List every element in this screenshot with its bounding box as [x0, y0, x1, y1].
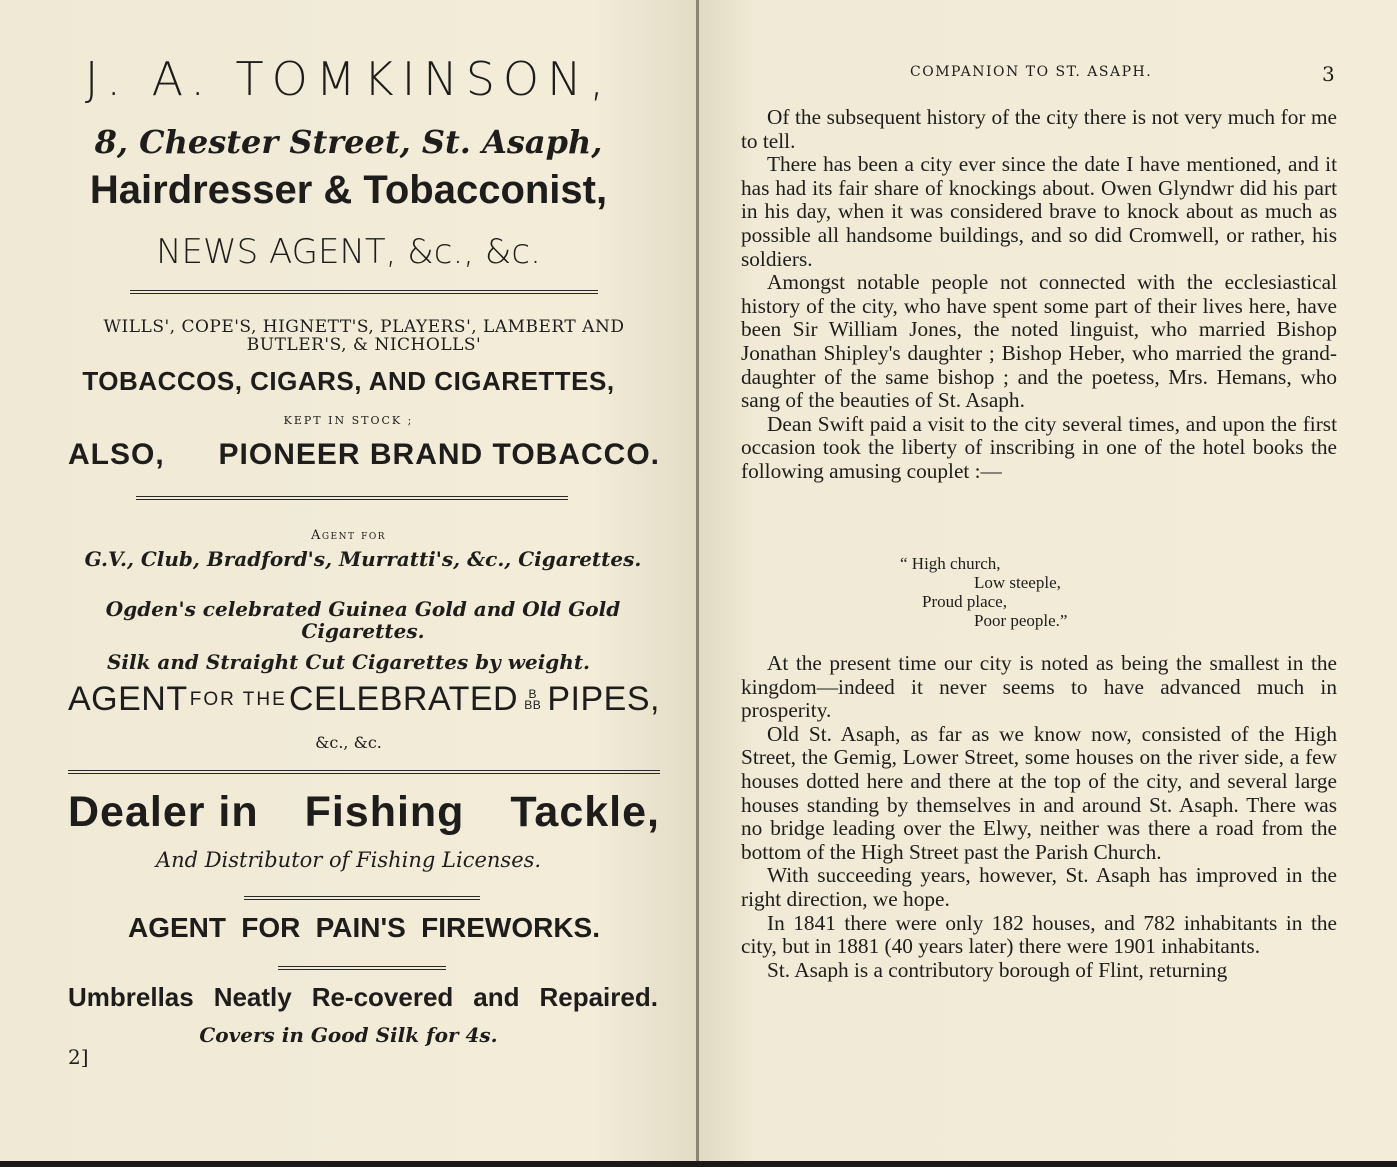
- advert-umbrellas-word: Repaired.: [539, 982, 658, 1012]
- advert-news-agent: NEWS AGENT, &c., &c.: [156, 232, 541, 272]
- advert-umbrellas-word: Neatly: [213, 982, 292, 1012]
- advert-fireworks-word: PAIN'S: [315, 912, 406, 943]
- page-number-right: 3: [1322, 62, 1335, 86]
- advert-umbrellas: [68, 982, 658, 1013]
- advert-tackle: Tackle,: [510, 788, 660, 836]
- advert-trade: Hairdresser & Tobacconist,: [89, 168, 608, 212]
- body-text-top: [741, 106, 1337, 484]
- advert-silk-cigarettes: Silk and Straight Cut Cigarettes by weight.: [106, 650, 591, 674]
- paragraph: With succeeding years, however, St. Asaph has improved in the right direction, we hope.: [741, 863, 1337, 911]
- advert-agent-pipes: [68, 680, 660, 719]
- paragraph: In 1841 there were only 182 houses, and 782 inhabitants in the city, but in 1881 (40 years later) there were 1901 inhabitants.: [741, 910, 1337, 959]
- advert-tobaccos: TOBACCOS, CIGARS, AND CIGARETTES,: [82, 366, 615, 396]
- advert-umbrellas-word: Umbrellas: [68, 982, 194, 1012]
- advert-umbrellas-word: Re-covered: [311, 982, 454, 1012]
- advert-address: 8, Chester Street, St. Asaph,: [94, 123, 603, 161]
- bbb-logo: [524, 686, 542, 712]
- divider-rule: [130, 290, 598, 294]
- paragraph: Amongst notable people not connected with the ecclesiastical history of the city, who have spent some part of their lives here, have been Sir William Jones, the noted linguist, who married Bishop Jonathan Shipley's daughter ; Bishop Heber, who married the grand-daughter of the same bishop ; and the poetess, Mrs. Hemans, who sang of the beauties of St. Asaph.: [741, 270, 1337, 413]
- paragraph: Dean Swift paid a visit to the city several times, and upon the first occasion took the liberty of inscribing in one of the hotel books the following amusing couplet :—: [741, 411, 1337, 483]
- paragraph: At the present time our city is noted as being the smallest in the kingdom—indeed it never seems to have advanced much in prosperity.: [741, 651, 1337, 723]
- advert-fishing: Fishing: [304, 788, 465, 836]
- advert-fishing-tackle: [68, 788, 660, 837]
- running-head: COMPANION TO ST. ASAPH.: [910, 64, 1153, 80]
- divider-rule: [278, 966, 446, 970]
- advert-covers: Covers in Good Silk for 4s.: [199, 1023, 498, 1047]
- paragraph: There has been a city ever since the date I have mentioned, and it has had its fair share of knockings about. Owen Glyndwr did his part in his day, when it was considered brave to knock about as much as possible all handsome buildings, and so did Cromwell, or rather, his soldiers.: [741, 152, 1337, 271]
- advert-fireworks-word: FIREWORKS.: [421, 912, 600, 943]
- advert-ogden-cigarettes: Ogden's celebrated Guinea Gold and Old Gold Cigarettes.: [105, 597, 621, 643]
- divider-rule: [244, 896, 480, 900]
- divider-rule: [68, 770, 660, 774]
- body-text-bottom: [741, 652, 1337, 982]
- left-page: [0, 0, 697, 1167]
- poem-line: “ High church,: [900, 554, 1001, 573]
- advert-pioneer-also: ALSO,: [68, 438, 165, 471]
- paragraph: Old St. Asaph, as far as we know now, consisted of the High Street, the Gemig, Lower Street, some houses on the river side, a few houses dotted here and there at the top of the city, and several large houses standing by themselves in and around St. Asaph. There was no bridge leading over the Elwy, neither was there a road from the bottom of the High Street past the Parish Church.: [741, 721, 1337, 864]
- divider-rule: [136, 496, 568, 500]
- advert-kept-in-stock: KEPT IN STOCK ;: [283, 414, 414, 427]
- advert-pioneer: [68, 438, 660, 472]
- paragraph: St. Asaph is a contributory borough of Flint, returning: [767, 957, 1228, 982]
- advert-gv-cigarettes: G.V., Club, Bradford's, Murratti's, &c., Cigarettes.: [84, 547, 642, 571]
- advert-brands: WILLS', COPE'S, HIGNETT'S, PLAYERS', LAMBERT AND BUTLER'S, & NICHOLLS': [103, 317, 625, 355]
- advert-dealer-in: Dealer in: [68, 788, 259, 836]
- advert-celebrated: CELEBRATED: [288, 680, 519, 718]
- poem: [900, 554, 1067, 630]
- advert-for-the: FOR THE: [189, 688, 287, 710]
- poem-line: Poor people.”: [974, 611, 1068, 630]
- paragraph: Of the subsequent history of the city there is not very much for me to tell.: [741, 105, 1337, 153]
- poem-line: Proud place,: [922, 592, 1007, 611]
- poem-line: Low steeple,: [974, 573, 1061, 592]
- advert-fireworks-word: FOR: [241, 912, 301, 943]
- bbb-logo-bottom: BB: [524, 697, 542, 712]
- advert-umbrellas-word: and: [473, 982, 520, 1012]
- advert-fireworks-word: AGENT: [128, 912, 226, 943]
- page-number-left: 2]: [68, 1045, 89, 1069]
- advert-licenses: And Distributor of Fishing Licenses.: [155, 848, 542, 872]
- advert-pipes: PIPES,: [547, 680, 660, 718]
- bbb-logo-top: B: [528, 686, 537, 701]
- advert-pioneer-brand: PIONEER BRAND TOBACCO.: [218, 438, 660, 471]
- advert-fireworks: [128, 912, 600, 944]
- advert-etc: &c., &c.: [315, 733, 382, 752]
- scan-edge: [0, 1161, 1397, 1167]
- advert-agent-for: Agent for: [310, 528, 387, 543]
- advert-agent-word: AGENT: [68, 680, 188, 718]
- advert-name: J. A. TOMKINSON,: [84, 52, 613, 106]
